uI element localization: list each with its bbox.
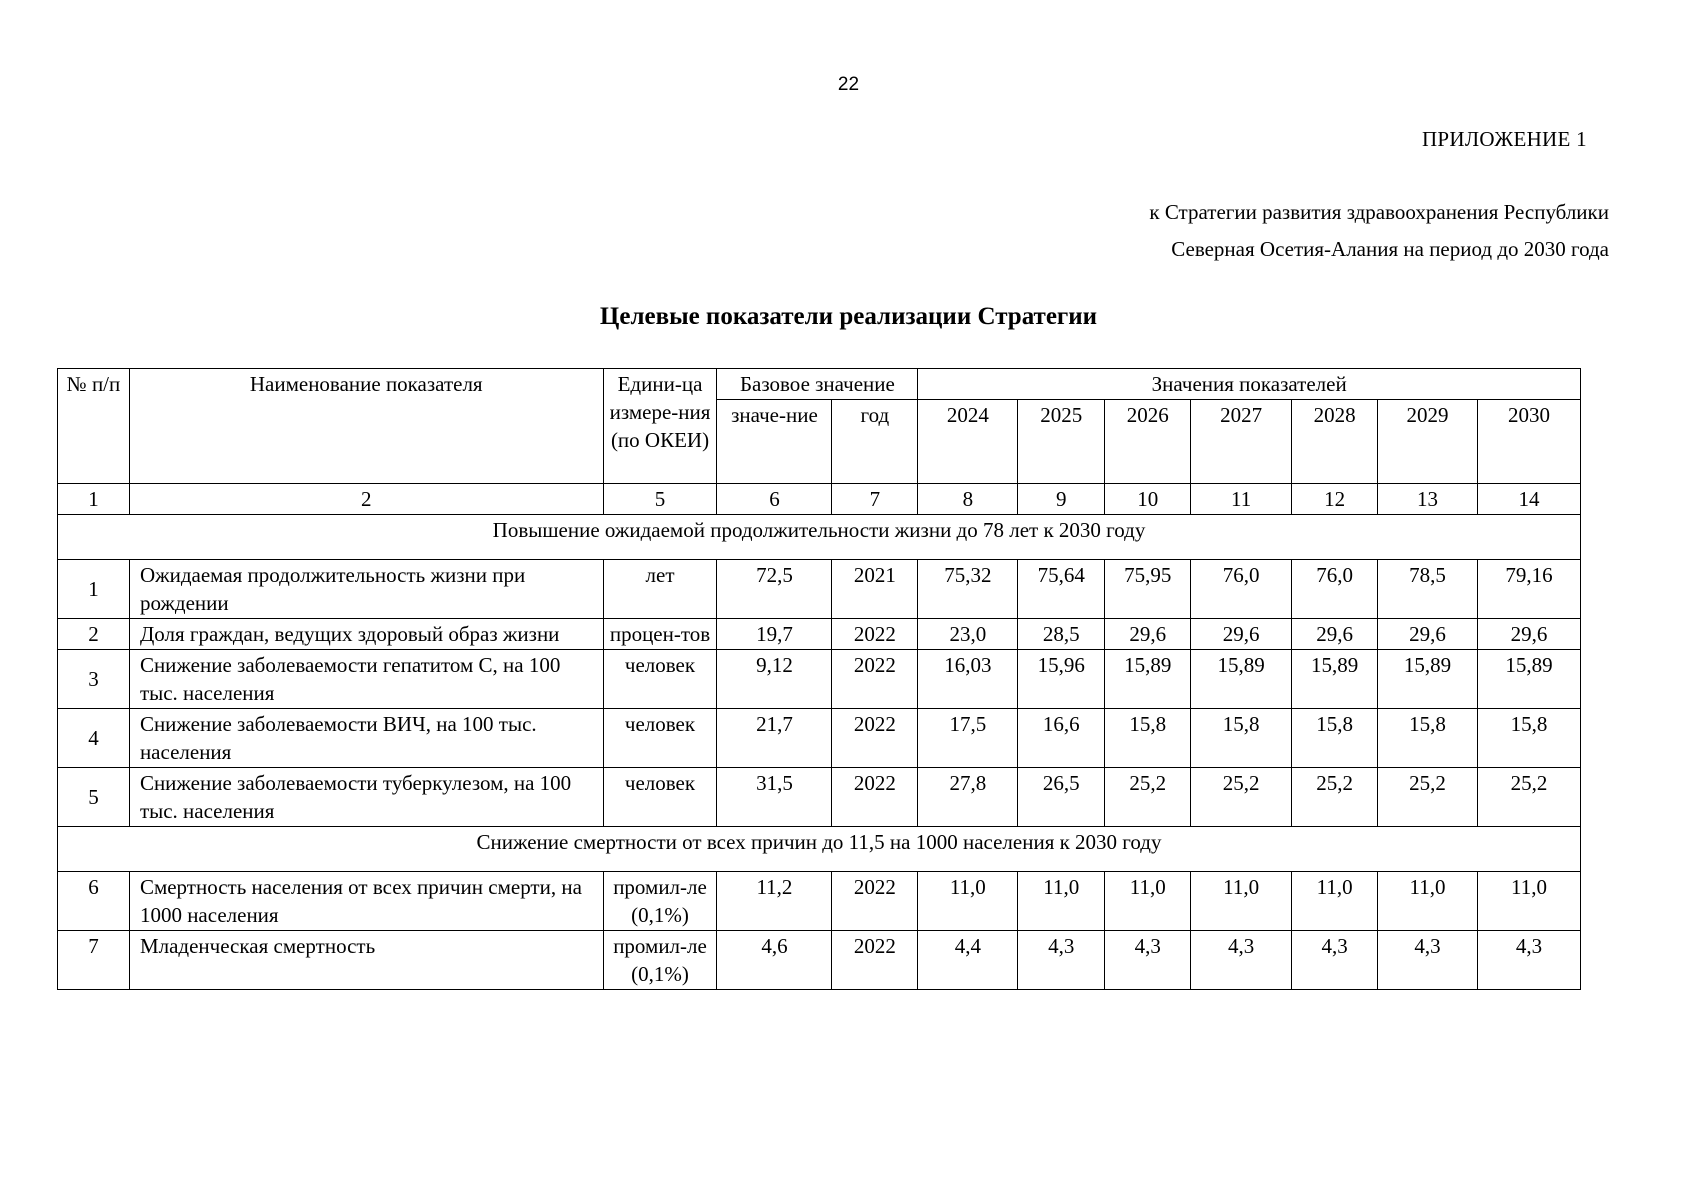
row-value: 4,3 bbox=[1378, 931, 1478, 990]
row-value: 15,89 bbox=[1478, 650, 1581, 709]
header-base: Базовое значение bbox=[717, 369, 918, 400]
header-base-value: значе-ние bbox=[717, 400, 832, 484]
row-value: 75,95 bbox=[1105, 560, 1191, 619]
row-base-year: 2021 bbox=[832, 560, 918, 619]
row-unit: лет bbox=[603, 560, 717, 619]
row-name: Снижение заболеваемости гепатитом С, на 100 тыс. населения bbox=[129, 650, 603, 709]
row-num: 1 bbox=[58, 560, 130, 619]
row-value: 15,89 bbox=[1378, 650, 1478, 709]
row-value: 4,3 bbox=[1105, 931, 1191, 990]
row-value: 4,3 bbox=[1018, 931, 1105, 990]
row-value: 15,89 bbox=[1191, 650, 1292, 709]
column-number: 6 bbox=[717, 484, 832, 515]
header-year: 2024 bbox=[918, 400, 1018, 484]
table-body bbox=[58, 515, 1581, 990]
row-num: 4 bbox=[58, 709, 130, 768]
header-name: Наименование показателя bbox=[129, 369, 603, 484]
row-base-year: 2022 bbox=[832, 872, 918, 931]
row-value: 75,32 bbox=[918, 560, 1018, 619]
row-value: 29,6 bbox=[1292, 619, 1378, 650]
row-value: 4,3 bbox=[1292, 931, 1378, 990]
row-value: 15,8 bbox=[1292, 709, 1378, 768]
row-base-year: 2022 bbox=[832, 768, 918, 827]
row-value: 15,96 bbox=[1018, 650, 1105, 709]
header-year: 2029 bbox=[1378, 400, 1478, 484]
row-value: 15,89 bbox=[1292, 650, 1378, 709]
column-number: 7 bbox=[832, 484, 918, 515]
section-row bbox=[58, 827, 1581, 872]
table-row bbox=[58, 560, 1581, 619]
row-num: 6 bbox=[58, 872, 130, 931]
table-row bbox=[58, 619, 1581, 650]
row-value: 11,0 bbox=[918, 872, 1018, 931]
header-year: 2025 bbox=[1018, 400, 1105, 484]
row-value: 17,5 bbox=[918, 709, 1018, 768]
table-row bbox=[58, 872, 1581, 931]
row-value: 4,3 bbox=[1478, 931, 1581, 990]
row-value: 15,8 bbox=[1105, 709, 1191, 768]
row-base-value: 9,12 bbox=[717, 650, 832, 709]
section-row bbox=[58, 515, 1581, 560]
header-year: 2028 bbox=[1292, 400, 1378, 484]
row-value: 4,3 bbox=[1191, 931, 1292, 990]
row-value: 11,0 bbox=[1478, 872, 1581, 931]
row-num: 7 bbox=[58, 931, 130, 990]
row-value: 29,6 bbox=[1478, 619, 1581, 650]
indicators-table bbox=[57, 368, 1581, 990]
row-unit: человек bbox=[603, 768, 717, 827]
row-base-year: 2022 bbox=[832, 619, 918, 650]
row-value: 25,2 bbox=[1292, 768, 1378, 827]
row-name: Снижение заболеваемости туберкулезом, на 100 тыс. населения bbox=[129, 768, 603, 827]
row-value: 15,8 bbox=[1191, 709, 1292, 768]
row-value: 15,89 bbox=[1105, 650, 1191, 709]
row-unit: процен-тов bbox=[603, 619, 717, 650]
header-num: № п/п bbox=[58, 369, 130, 484]
column-number: 12 bbox=[1292, 484, 1378, 515]
row-value: 28,5 bbox=[1018, 619, 1105, 650]
row-num: 3 bbox=[58, 650, 130, 709]
row-value: 11,0 bbox=[1378, 872, 1478, 931]
row-base-value: 11,2 bbox=[717, 872, 832, 931]
column-number: 10 bbox=[1105, 484, 1191, 515]
row-name: Смертность населения от всех причин смерти, на 1000 населения bbox=[129, 872, 603, 931]
page-number: 22 bbox=[837, 74, 860, 95]
row-value: 76,0 bbox=[1292, 560, 1378, 619]
row-base-year: 2022 bbox=[832, 709, 918, 768]
row-unit: промил-ле (0,1%) bbox=[603, 872, 717, 931]
header-year: 2026 bbox=[1105, 400, 1191, 484]
row-num: 2 bbox=[58, 619, 130, 650]
appendix-reference-line-2: Северная Осетия-Алания на период до 2030 года bbox=[1171, 237, 1609, 261]
row-name: Доля граждан, ведущих здоровый образ жизни bbox=[129, 619, 603, 650]
row-value: 25,2 bbox=[1191, 768, 1292, 827]
table-row bbox=[58, 709, 1581, 768]
row-value: 79,16 bbox=[1478, 560, 1581, 619]
table-row bbox=[58, 768, 1581, 827]
row-name: Ожидаемая продолжительность жизни при рождении bbox=[129, 560, 603, 619]
row-name: Младенческая смертность bbox=[129, 931, 603, 990]
appendix-reference bbox=[1149, 194, 1609, 268]
row-num: 5 bbox=[58, 768, 130, 827]
document-title: Целевые показатели реализации Стратегии bbox=[599, 303, 1098, 330]
row-value: 75,64 bbox=[1018, 560, 1105, 619]
column-number: 9 bbox=[1018, 484, 1105, 515]
row-value: 23,0 bbox=[918, 619, 1018, 650]
column-number: 8 bbox=[918, 484, 1018, 515]
row-value: 25,2 bbox=[1378, 768, 1478, 827]
row-base-value: 4,6 bbox=[717, 931, 832, 990]
row-value: 11,0 bbox=[1292, 872, 1378, 931]
column-number: 11 bbox=[1191, 484, 1292, 515]
header-unit: Едини-ца измере-ния (по ОКЕИ) bbox=[603, 369, 717, 484]
appendix-reference-line-1: к Стратегии развития здравоохранения Республики bbox=[1149, 200, 1609, 224]
row-value: 11,0 bbox=[1105, 872, 1191, 931]
row-base-value: 31,5 bbox=[717, 768, 832, 827]
header-year: 2027 bbox=[1191, 400, 1292, 484]
header-row-1 bbox=[58, 369, 1581, 400]
row-name: Снижение заболеваемости ВИЧ, на 100 тыс. населения bbox=[129, 709, 603, 768]
column-number: 2 bbox=[129, 484, 603, 515]
section-title: Снижение смертности от всех причин до 11,5 на 1000 населения к 2030 году bbox=[58, 827, 1581, 872]
row-value: 4,4 bbox=[918, 931, 1018, 990]
column-number-row bbox=[58, 484, 1581, 515]
row-value: 76,0 bbox=[1191, 560, 1292, 619]
row-base-year: 2022 bbox=[832, 931, 918, 990]
header-base-year: год bbox=[832, 400, 918, 484]
row-value: 78,5 bbox=[1378, 560, 1478, 619]
row-unit: промил-ле (0,1%) bbox=[603, 931, 717, 990]
row-value: 16,6 bbox=[1018, 709, 1105, 768]
row-value: 11,0 bbox=[1018, 872, 1105, 931]
row-base-value: 21,7 bbox=[717, 709, 832, 768]
table-row bbox=[58, 931, 1581, 990]
row-value: 11,0 bbox=[1191, 872, 1292, 931]
row-base-value: 19,7 bbox=[717, 619, 832, 650]
row-value: 15,8 bbox=[1478, 709, 1581, 768]
header-year: 2030 bbox=[1478, 400, 1581, 484]
row-value: 25,2 bbox=[1478, 768, 1581, 827]
row-value: 27,8 bbox=[918, 768, 1018, 827]
row-value: 29,6 bbox=[1105, 619, 1191, 650]
row-base-value: 72,5 bbox=[717, 560, 832, 619]
column-number: 14 bbox=[1478, 484, 1581, 515]
column-number: 1 bbox=[58, 484, 130, 515]
header-values: Значения показателей bbox=[918, 369, 1581, 400]
row-value: 29,6 bbox=[1191, 619, 1292, 650]
table-row bbox=[58, 650, 1581, 709]
row-value: 29,6 bbox=[1378, 619, 1478, 650]
column-number: 13 bbox=[1378, 484, 1478, 515]
row-unit: человек bbox=[603, 709, 717, 768]
appendix-label: ПРИЛОЖЕНИЕ 1 bbox=[1421, 127, 1587, 151]
row-unit: человек bbox=[603, 650, 717, 709]
row-value: 16,03 bbox=[918, 650, 1018, 709]
row-value: 25,2 bbox=[1105, 768, 1191, 827]
section-title: Повышение ожидаемой продолжительности жизни до 78 лет к 2030 году bbox=[58, 515, 1581, 560]
row-base-year: 2022 bbox=[832, 650, 918, 709]
row-value: 26,5 bbox=[1018, 768, 1105, 827]
row-value: 15,8 bbox=[1378, 709, 1478, 768]
column-number: 5 bbox=[603, 484, 717, 515]
